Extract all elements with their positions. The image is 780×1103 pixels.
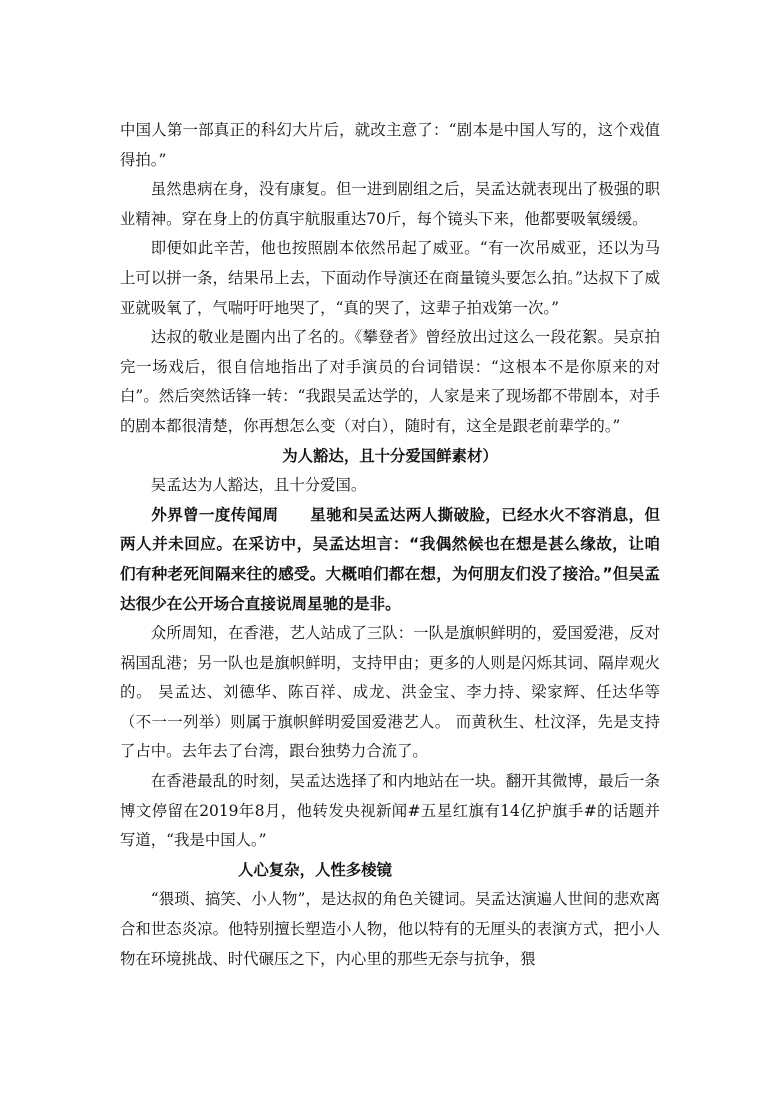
paragraph-patriotic: 吴孟达为人豁达，且十分爱国。	[150, 476, 367, 495]
section-heading-human-nature: 人心复杂，人性多棱镜	[238, 860, 392, 879]
paragraph-hongkong-artists: 众所周知，在香港，艺人站成了三队：一队是旗帜鲜明的，爱国爱港，反对祸国乱港；另一队也是旗帜鲜明，支持甲由；更多的人则是闪烁其词、隔岸观火的。 吴孟达、刘德华、陈百祥、成龙、洪金宝、李力持、梁家辉、任达华等（不一一列举）则属于旗帜鲜明爱国爱港艺人。 而黄秋生、杜汶泽，先是支持了占中。去年去了台湾，跟台独势力合流了。	[120, 624, 660, 761]
paragraph-weibo: 在香港最乱的时刻，吴孟达选择了和内地站在一块。翻开其微博，最后一条博文停留在2019年8月，他转发央视新闻#五星红旗有14亿护旗手#的话题并写道，“我是中国人。”	[120, 772, 660, 850]
paragraph-wire-stunt: 即便如此辛苦，他也按照剧本依然吊起了威亚。“有一次吊威亚，还以为马上可以拼一条，结果吊上去，下面动作导演还在商量镜头要怎么拍。”达叔下了威亚就吸氧了，气喘吁吁地哭了，“真的哭了，这辈子拍戏第一次。”	[120, 239, 660, 317]
paragraph-illness: 虽然患病在身，没有康复。但一进到剧组之后，吴孟达就表现出了极强的职业精神。穿在身上的仿真宇航服重达70斤，每个镜头下来，他都要吸氧缓缓。	[120, 180, 660, 228]
paragraph-continued: 中国人第一部真正的科幻大片后，就改主意了：“剧本是中国人写的，这个戏值得拍。”	[120, 121, 660, 169]
section-heading-open-minded: 为人豁达，且十分爱国鲜素材）	[282, 446, 498, 465]
paragraph-roles: “猥琐、搞笑、小人物”，是达叔的角色关键词。吴孟达演遍人世间的悲欢离合和世态炎凉。他特别擅长塑造小人物，他以特有的无厘头的表演方式，把小人物在环境挑战、时代碾压之下，内心里的那些无奈与抗争，猥	[120, 890, 660, 968]
article-body	[120, 116, 660, 974]
paragraph-rumor: 外界曾一度传闻周 星驰和吴孟达两人撕破脸，已经水火不容消息，但两人并未回应。在采访中，吴孟达坦言：“我偶然候也在想是甚么缘故，让咱们有种老死间隔来往的感受。大概咱们都在想，为何朋友们没了接洽。”但吴孟达很少在公开场合直接说周星驰的是非。	[120, 505, 660, 613]
paragraph-professionalism: 达叔的敬业是圈内出了名的。《攀登者》曾经放出过这么一段花絮。吴京拍完一场戏后，很自信地指出了对手演员的台词错误：“这根本不是你原来的对白”。然后突然话锋一转：“我跟吴孟达学的，人家是来了现场都不带剧本，对手的剧本都很清楚，你再想怎么变（对白），随时有，这全是跟老前辈学的。”	[120, 328, 660, 435]
